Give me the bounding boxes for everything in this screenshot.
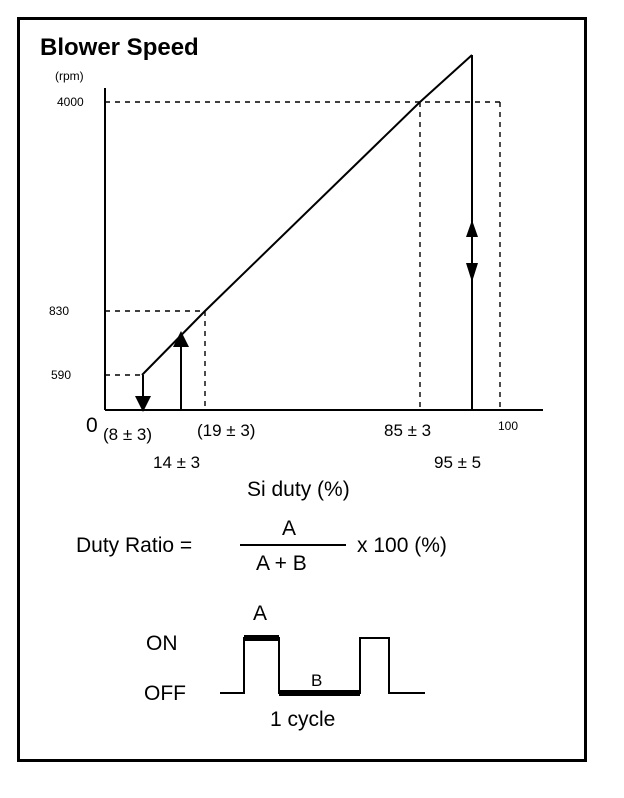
cycle-label: 1 cycle [270,708,336,731]
x-annotation-19: (19 ± 3) [197,421,256,440]
origin-label: 0 [86,414,98,437]
formula-denominator: A + B [256,552,307,575]
down-arrowhead-icon [466,263,478,282]
y-tick-590: 590 [51,368,72,382]
up-arrow-icon [173,331,189,347]
a-label: A [253,602,268,625]
y-axis-label: (rpm) [55,69,84,83]
x-annotation-85: 85 ± 3 [384,421,432,440]
duty-ratio-label: Duty Ratio = [76,534,193,557]
y-tick-4000: 4000 [57,95,84,109]
x-annotation-14: 14 ± 3 [153,453,201,472]
on-label: ON [146,632,178,655]
chart-title: Blower Speed [40,34,199,61]
up-arrowhead-icon [466,220,478,237]
x-annotation-8: (8 ± 3) [103,425,153,444]
x-tick-100: 100 [498,419,519,433]
x-annotation-95: 95 ± 5 [434,453,482,472]
y-tick-830: 830 [49,304,70,318]
formula-multiplier: x 100 (%) [357,534,447,557]
off-label: OFF [144,682,186,705]
pulse-waveform [220,638,425,693]
formula-numerator: A [282,517,297,540]
b-label: B [311,671,323,690]
blower-speed-line [142,55,472,375]
x-axis-label: Si duty (%) [247,478,350,501]
